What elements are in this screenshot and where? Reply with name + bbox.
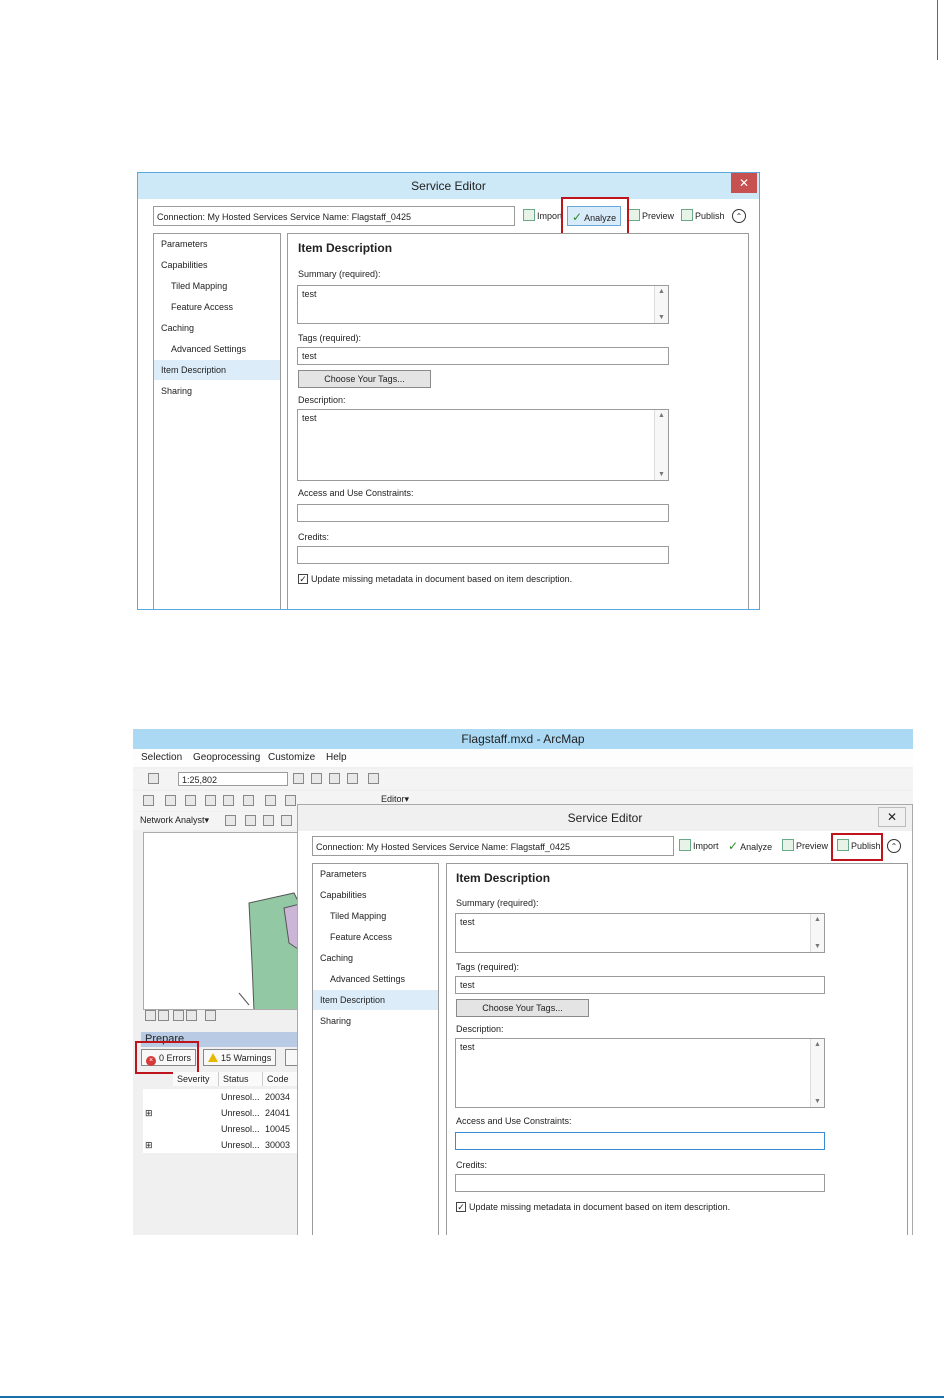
toolbar-tool-icon[interactable] [329, 773, 340, 784]
toolbar-tool-icon[interactable] [243, 795, 254, 806]
nav-feature-access[interactable]: Feature Access [171, 302, 234, 312]
scroll-left-icon[interactable] [205, 1010, 216, 1021]
credits-label: Credits: [298, 532, 330, 542]
nav-caching[interactable]: Caching [320, 953, 354, 963]
description-scrollbar[interactable]: ▲ ▼ [654, 410, 668, 480]
collapse-icon[interactable]: ⌃ [732, 209, 746, 223]
sidebar [312, 863, 439, 1235]
summary-scrollbar[interactable]: ▲ ▼ [654, 286, 668, 323]
warning-icon [208, 1053, 218, 1062]
nav-advanced-settings[interactable]: Advanced Settings [171, 344, 247, 354]
toolbar-tool-icon[interactable] [311, 773, 322, 784]
globe-icon[interactable] [185, 795, 196, 806]
summary-label: Summary (required): [298, 269, 381, 279]
import-icon [523, 209, 535, 221]
service-editor-window [297, 804, 913, 1235]
select-arrow-icon[interactable] [165, 795, 176, 806]
tags-field[interactable]: test [297, 347, 669, 365]
arcmap-window [133, 729, 913, 1235]
map-drawing [144, 833, 303, 1010]
arcmap-title: Flagstaff.mxd - ArcMap [133, 729, 913, 749]
import-button[interactable]: Import [523, 206, 563, 226]
menu-customize[interactable]: Customize [268, 752, 316, 763]
content-panel [446, 863, 908, 1235]
layout-view-icon[interactable] [145, 1010, 156, 1021]
menu-help[interactable]: Help [326, 752, 347, 763]
window-title: Service Editor [298, 805, 912, 831]
nav-capabilities[interactable]: Capabilities [161, 260, 208, 270]
prepare-header: Prepare [141, 1032, 301, 1047]
editor-menu[interactable]: Editor▾ [381, 794, 410, 804]
close-button[interactable]: ✕ [878, 807, 906, 827]
pause-icon[interactable] [186, 1010, 197, 1021]
warnings-tab[interactable]: 15 Warnings [203, 1049, 276, 1066]
access-constraints-field[interactable] [297, 504, 669, 522]
connection-field[interactable]: Connection: My Hosted Services Service Name: Flagstaff_0425 [312, 836, 674, 856]
toolbar-tool-icon[interactable] [347, 773, 358, 784]
toolbar-tool-icon[interactable] [285, 795, 296, 806]
publish-button[interactable]: Publish [681, 206, 725, 226]
content-panel [287, 233, 749, 610]
description-scrollbar[interactable]: ▲ ▼ [810, 1039, 824, 1107]
scale-input[interactable]: 1:25,802 [178, 772, 288, 786]
toolbar-tool-icon[interactable] [263, 815, 274, 826]
summary-scrollbar[interactable]: ▲ ▼ [810, 914, 824, 952]
table-row[interactable]: Unresol... 10045 [143, 1121, 303, 1137]
table-row[interactable]: Unresol... 20034 [143, 1089, 303, 1105]
data-view-icon[interactable] [158, 1010, 169, 1021]
analyze-highlight [561, 197, 629, 238]
credits-field[interactable] [455, 1174, 825, 1192]
summary-field[interactable]: test ▲ ▼ [297, 285, 669, 324]
import-button[interactable]: Import [679, 836, 719, 856]
table-row[interactable]: ⊞ Unresol... 30003 [143, 1137, 303, 1153]
window-title: Service Editor [138, 173, 759, 199]
choose-tags-button[interactable]: Choose Your Tags... [298, 370, 431, 388]
refresh-icon[interactable] [173, 1010, 184, 1021]
menu-geoprocessing[interactable]: Geoprocessing [193, 752, 261, 763]
credits-label: Credits: [456, 1160, 488, 1170]
description-field[interactable]: test ▲ ▼ [455, 1038, 825, 1108]
service-editor-window [137, 172, 760, 610]
nav-item-description[interactable]: Item Description [313, 990, 438, 1010]
checkmark-icon: ✓ [728, 839, 739, 853]
analyze-button[interactable]: ✓ Analyze [567, 206, 621, 226]
toolbar-tool-icon[interactable] [293, 773, 304, 784]
connection-field[interactable]: Connection: My Hosted Services Service Name: Flagstaff_0425 [153, 206, 515, 226]
nav-item-description[interactable]: Item Description [154, 360, 280, 380]
column-status[interactable]: Status [219, 1072, 263, 1086]
page-edge-mark [937, 0, 938, 60]
summary-field[interactable]: test ▲ ▼ [455, 913, 825, 953]
checkmark-icon: ✓ [572, 210, 583, 224]
nav-tiled-mapping[interactable]: Tiled Mapping [171, 281, 228, 291]
toolbar-tool-icon[interactable] [205, 795, 216, 806]
toolbar-tool-icon[interactable] [245, 815, 256, 826]
tags-field[interactable]: test [455, 976, 825, 994]
add-data-icon[interactable] [148, 773, 159, 784]
publish-button[interactable]: Publish [837, 836, 881, 856]
preview-button[interactable]: Preview [628, 206, 674, 226]
nav-sharing[interactable]: Sharing [161, 386, 193, 396]
publish-highlight [831, 833, 883, 861]
preview-icon [628, 209, 640, 221]
access-constraints-label: Access and Use Constraints: [456, 1116, 572, 1126]
preview-button[interactable]: Preview [782, 836, 828, 856]
binoculars-icon[interactable] [265, 795, 276, 806]
collapse-icon[interactable]: ⌃ [887, 839, 901, 853]
publish-icon [681, 209, 693, 221]
nav-tiled-mapping[interactable]: Tiled Mapping [330, 911, 387, 921]
update-metadata-checkbox[interactable]: ✓ [457, 1202, 465, 1212]
toolbar-tool-icon[interactable] [368, 773, 379, 784]
errors-highlight [135, 1041, 199, 1074]
menu-bar [133, 749, 913, 767]
update-metadata-label: Update missing metadata in document based on item description. [469, 1202, 731, 1212]
section-title: Item Description [298, 241, 393, 255]
import-icon [679, 839, 691, 851]
nav-parameters[interactable]: Parameters [161, 239, 208, 249]
footer-line [0, 1396, 944, 1398]
nav-capabilities[interactable]: Capabilities [320, 890, 367, 900]
toolbar-tool-icon[interactable] [143, 795, 154, 806]
column-severity[interactable]: Severity [173, 1072, 219, 1086]
tags-label: Tags (required): [456, 962, 520, 972]
nav-feature-access[interactable]: Feature Access [330, 932, 393, 942]
nav-advanced-settings[interactable]: Advanced Settings [330, 974, 406, 984]
preview-icon [782, 839, 794, 851]
analyze-button[interactable]: ✓ Analyze [728, 839, 773, 853]
column-code[interactable]: Code [263, 1072, 303, 1086]
summary-label: Summary (required): [456, 898, 539, 908]
errors-tab[interactable]: × 0 Errors [141, 1049, 196, 1066]
description-label: Description: [298, 395, 346, 405]
close-button[interactable]: ✕ [731, 173, 757, 193]
tags-label: Tags (required): [298, 333, 362, 343]
access-constraints-field[interactable] [455, 1132, 825, 1150]
nav-parameters[interactable]: Parameters [320, 869, 367, 879]
description-label: Description: [456, 1024, 504, 1034]
sidebar [153, 233, 281, 610]
choose-tags-button[interactable]: Choose Your Tags... [456, 999, 589, 1017]
credits-field[interactable] [297, 546, 669, 564]
network-analyst-menu[interactable]: Network Analyst▾ [140, 815, 210, 825]
table-row[interactable]: ⊞ Unresol... 24041 [143, 1105, 303, 1121]
nav-caching[interactable]: Caching [161, 323, 195, 333]
toolbar-tool-icon[interactable] [281, 815, 292, 826]
map-view[interactable] [143, 832, 303, 1010]
toolbar-tool-icon[interactable] [223, 795, 234, 806]
toolbar-tool-icon[interactable] [225, 815, 236, 826]
nav-sharing[interactable]: Sharing [320, 1016, 352, 1026]
error-icon: × [146, 1056, 156, 1066]
menu-selection[interactable]: Selection [141, 752, 183, 763]
standard-toolbar [133, 769, 913, 789]
section-title: Item Description [456, 871, 551, 885]
update-metadata-checkbox[interactable]: ✓ [299, 574, 307, 584]
access-constraints-label: Access and Use Constraints: [298, 488, 414, 498]
update-metadata-label: Update missing metadata in document based on item description. [311, 574, 573, 584]
description-field[interactable]: test ▲ ▼ [297, 409, 669, 481]
